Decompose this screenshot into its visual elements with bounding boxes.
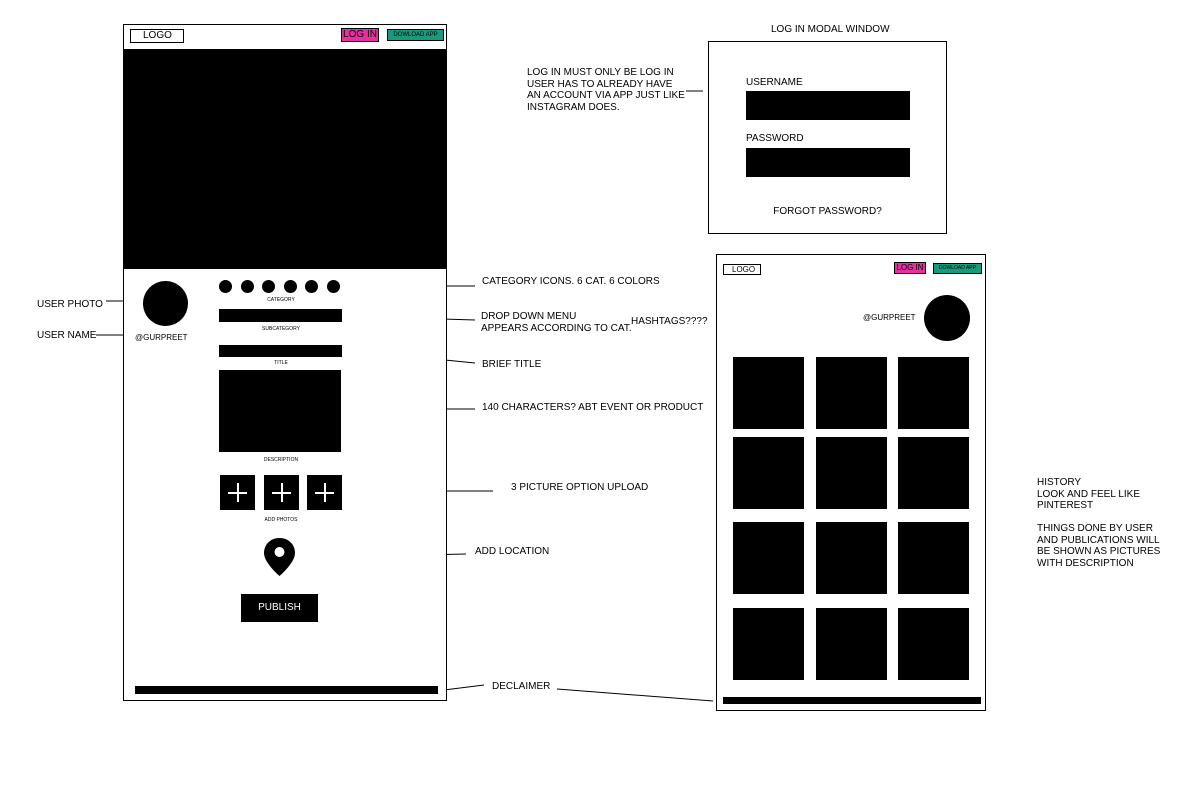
description-input[interactable] (219, 370, 341, 452)
login-button[interactable]: LOG IN (341, 28, 379, 42)
post-form-mockup (123, 24, 447, 701)
profile-avatar[interactable] (924, 295, 970, 341)
download-app-button[interactable]: DOWLOAD APP (387, 29, 444, 41)
add-location-annotation: ADD LOCATION (475, 546, 550, 557)
history-grid (733, 357, 971, 683)
category-label: CATEGORY (267, 297, 295, 303)
login-note: LOG IN MUST ONLY BE LOG IN USER HAS TO ALREADY HAVE AN ACCOUNT VIA APP JUST LIKE INSTAGRAM DOES. (527, 67, 685, 113)
history-tile[interactable] (733, 608, 804, 680)
category-icon-4[interactable] (284, 280, 297, 293)
forgot-password-link[interactable]: FORGOT PASSWORD? (773, 206, 882, 217)
title-input[interactable] (219, 345, 342, 357)
user-name-annotation: USER NAME (37, 330, 97, 341)
history-tile[interactable] (733, 437, 804, 509)
logo[interactable]: LOGO (130, 29, 184, 43)
username-label: USERNAME (746, 77, 803, 88)
username-text: @GURPREET (135, 333, 188, 342)
login-modal (708, 41, 947, 234)
history-tile[interactable] (898, 357, 969, 429)
dropdown-annotation: DROP DOWN MENU APPEARS ACCORDING TO CAT. (481, 311, 632, 334)
hashtags-annotation: HASHTAGS???? (631, 316, 708, 327)
profile-logo[interactable]: LOGO (723, 264, 761, 275)
hero-banner (124, 49, 446, 269)
history-tile[interactable] (733, 522, 804, 594)
profile-login-button[interactable]: LOG IN (894, 262, 926, 274)
profile-mockup (716, 254, 986, 711)
add-photos-label: ADD PHOTOS (264, 517, 298, 523)
history-tile[interactable] (898, 522, 969, 594)
map-pin-icon[interactable] (263, 537, 296, 577)
publish-button[interactable]: PUBLISH (241, 594, 318, 622)
category-icons (219, 280, 344, 294)
add-photo-button-3[interactable] (307, 475, 342, 510)
history-note: HISTORY LOOK AND FEEL LIKE PINTEREST THINGS DONE BY USER AND PUBLICATIONS WILL BE SHOWN AS PICTURES WITH DESCRIPTION (1037, 477, 1161, 569)
history-tile[interactable] (816, 357, 887, 429)
profile-disclaimer-bar (723, 697, 981, 704)
history-tile[interactable] (816, 608, 887, 680)
profile-download-app-button[interactable]: DOWLOAD APP (933, 263, 982, 274)
category-icon-5[interactable] (305, 280, 318, 293)
password-input[interactable] (746, 148, 910, 177)
login-modal-caption: LOG IN MODAL WINDOW (771, 24, 890, 35)
disclaimer-bar (135, 686, 438, 694)
brief-title-annotation: BRIEF TITLE (482, 359, 542, 370)
password-label: PASSWORD (746, 133, 804, 144)
history-tile[interactable] (898, 608, 969, 680)
subcategory-dropdown[interactable] (219, 309, 342, 322)
history-tile[interactable] (898, 437, 969, 509)
add-photo-button-1[interactable] (220, 475, 255, 510)
category-icon-3[interactable] (262, 280, 275, 293)
profile-username: @GURPREET (863, 313, 916, 322)
declaimer-annotation: DECLAIMER (492, 681, 551, 692)
description-label: DESCRIPTION (263, 457, 299, 463)
user-photo[interactable] (143, 281, 188, 326)
add-photo-button-2[interactable] (264, 475, 299, 510)
title-label: TITLE (274, 360, 288, 366)
category-icon-1[interactable] (219, 280, 232, 293)
category-icons-annotation: CATEGORY ICONS. 6 CAT. 6 COLORS (482, 276, 660, 287)
history-tile[interactable] (733, 357, 804, 429)
picture-upload-annotation: 3 PICTURE OPTION UPLOAD (511, 482, 649, 493)
characters-annotation: 140 CHARACTERS? ABT EVENT OR PRODUCT (482, 402, 704, 413)
user-photo-annotation: USER PHOTO (37, 299, 103, 310)
category-icon-2[interactable] (241, 280, 254, 293)
history-tile[interactable] (816, 522, 887, 594)
subcategory-label: SUBCATEGORY (262, 326, 300, 332)
category-icon-6[interactable] (327, 280, 340, 293)
history-tile[interactable] (816, 437, 887, 509)
username-input[interactable] (746, 91, 910, 120)
